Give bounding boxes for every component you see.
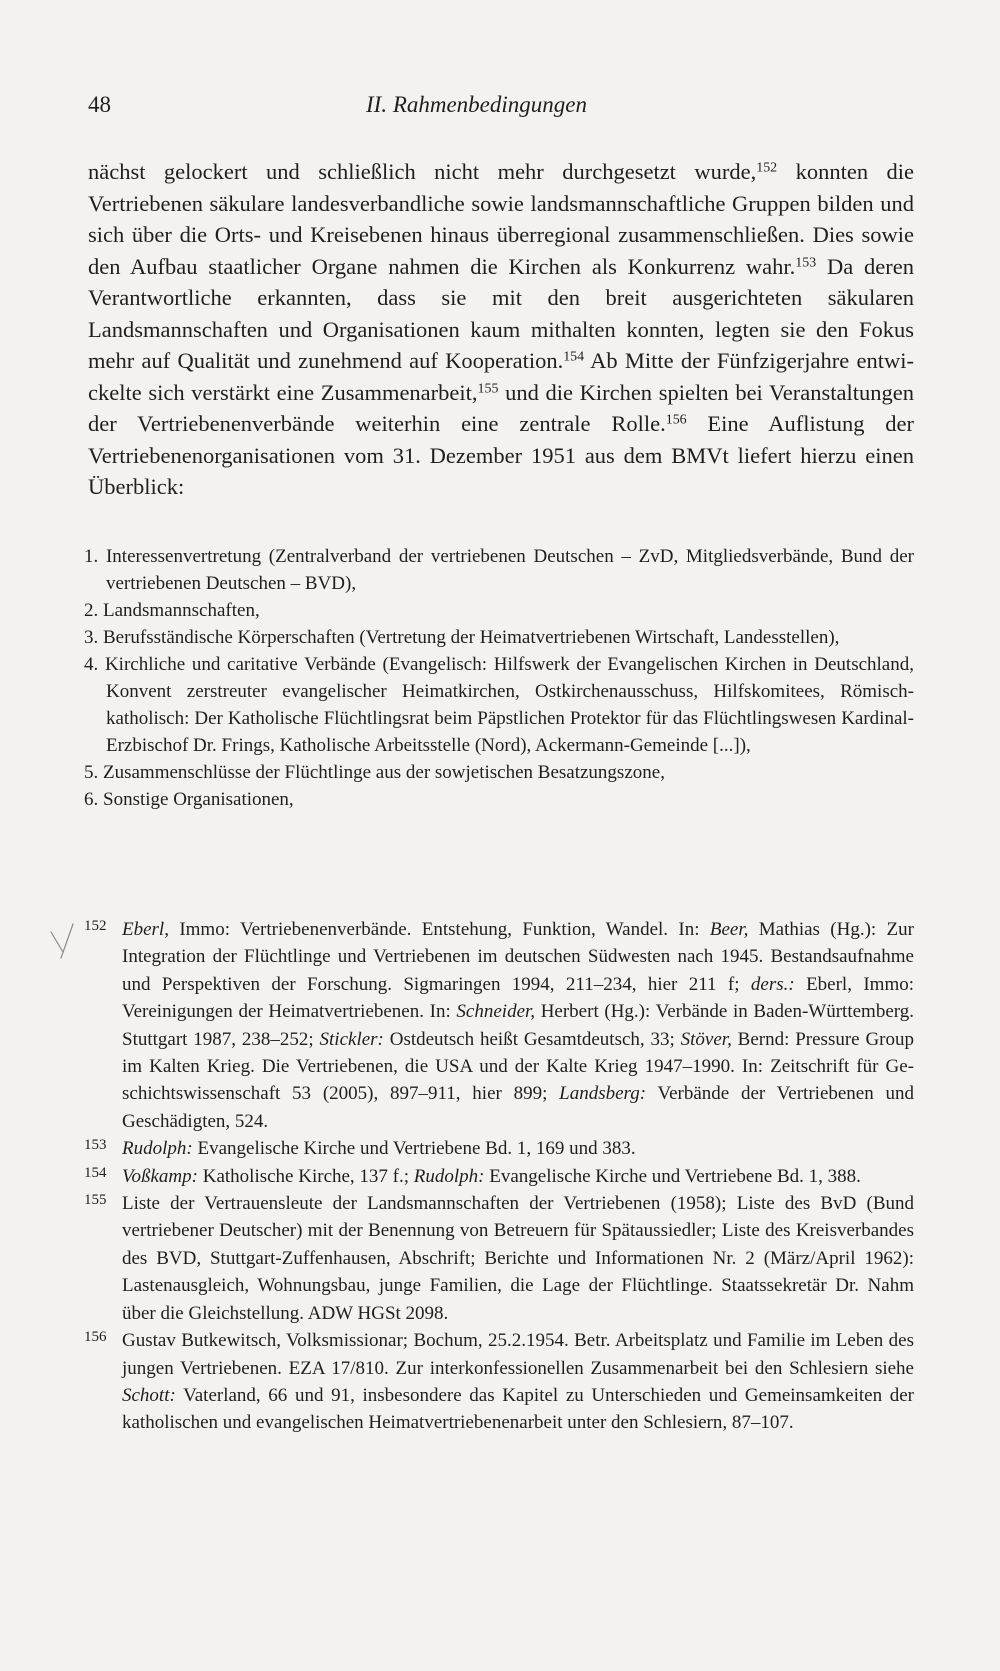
- page-number: 48: [88, 92, 111, 117]
- text-run: Herbert (Hg.): Verbände in Baden-Württemberg. Stuttgart 1987, 238–252;: [122, 1001, 914, 1050]
- chapter-title: II. Rahmenbedingungen: [366, 92, 587, 117]
- footnote-number: 154: [84, 1164, 107, 1181]
- organization-list: [84, 543, 914, 813]
- footnote-ref-155: 155: [477, 380, 499, 396]
- footnote-155: [84, 1190, 914, 1327]
- text-run: Evangelische Kirche und Vertriebene Bd. 1, 388.: [484, 1165, 861, 1187]
- footnote-156: [84, 1327, 914, 1437]
- text-run: Gustav Butkewitsch, Volksmissionar; Bochum, 25.2.1954. Betr. Arbeitsplatz und Familie im Leben des jungen Vertriebenen. EZA 17/810. Zur interkonfessionellen Zusammenarbeit bei den Schlesiern siehe: [122, 1330, 914, 1379]
- footnote-ref-153: 153: [795, 254, 817, 270]
- list-item: 3. Berufsständische Körperschaften (Vertretung der Heimatvertriebenen Wirtschaft, Landesstellen),: [84, 627, 840, 648]
- text-run: Bernd: Pressure Group im Kalten Krieg. Die Vertriebenen, die USA und der Kalte Krieg 1947–1990. In: Zeitschrift für Geschichtswissenschaft 53 (2005), 897–911, hier 899;: [122, 1028, 914, 1105]
- footnote-number: 156: [84, 1329, 107, 1346]
- list-item: 2. Landsmannschaften,: [84, 600, 260, 621]
- text-run: Verbände der Vertriebenen und Geschädigten, 524.: [122, 1083, 915, 1132]
- author-name: Schneider,: [456, 1001, 536, 1023]
- list-item: 5. Zusammenschlüsse der Flüchtlinge aus der sowjetischen Besatzungszone,: [84, 762, 665, 783]
- footnote-152: [84, 916, 914, 1135]
- running-head: [88, 92, 914, 132]
- text-run: Immo: Vertriebenenverbände. Entstehung, Funktion, Wandel. In:: [168, 919, 710, 940]
- footnote-number: 155: [84, 1192, 107, 1209]
- main-paragraph: [88, 156, 914, 503]
- list-item: 1. Interessenvertretung (Zentralverband der vertriebenen Deutschen – ZvD, Mitgliedsverbände, Bund der vertriebenen Deutschen – BVD),: [84, 546, 914, 594]
- text-run: konnten die Vertriebenen säkulare landesverbandliche sowie landsmannschaftliche Gruppen bilden und sich über die Orts- und Kreisebenen hinaus überregional zusammenschließen. Dies sowie den Aufbau staatlicher Organe nahmen die Kirchen als Konkurrenz wahr.: [88, 159, 914, 279]
- text-run: Eberl, Immo: Vereinigungen der Heimatvertriebenen. In:: [122, 973, 914, 1023]
- text-run: nächst gelockert und schließlich nicht mehr durchgesetzt wurde,: [88, 159, 757, 184]
- author-name: Schott:: [122, 1384, 176, 1406]
- footnotes: [84, 916, 914, 1437]
- list-item: 4. Kirchliche und caritative Verbände (Evangelisch: Hilfswerk der Evangelischen Kirchen in Deutschland, Konvent zerstreuter evangelischer Heimatkirchen, Ostkirchenausschuss, Hilfskomitees, Römisch-katholisch: Der Katholische Flüchtlingsrat beim Päpstlichen Protektor für das Flüchtlingswesen Kardinal-Erzbischof Dr. Frings, Katholische Arbeitsstelle (Nord), Ackermann-Gemeinde [...]),: [84, 654, 914, 756]
- author-name: Rudolph:: [413, 1165, 485, 1187]
- author-name: Beer,: [709, 919, 749, 940]
- text-run: Ostdeutsch heißt Gesamtdeutsch, 33;: [383, 1028, 681, 1050]
- footnote-154: [84, 1163, 914, 1190]
- author-name: Landsberg:: [559, 1083, 647, 1105]
- author-name: Voßkamp:: [122, 1165, 198, 1187]
- text-run: und die Kirchen spielten bei Veranstaltungen der Vertriebenenverbände weiterhin eine zentrale Rolle.: [88, 379, 914, 436]
- text-run: Liste der Vertrauensleute der Landsmannschaften der Vertriebenen (1958); Liste des BvD (Bund vertriebener Deutscher) mit der Benennung von Betreuern für Spätaussiedler; Liste des Kreisverbandes des BVD, Stuttgart-Zuffenhausen, Abschrift; Berichte und Informationen Nr. 2 (März/April 1962): Lastenausgleich, Wohnungsbau, junge Familien, die Lage der Flüchtlinge. Staatssekretär Dr. Nahm über die Gleichstellung. ADW HGSt 2098.: [122, 1193, 914, 1324]
- author-name: ders.:: [750, 973, 795, 995]
- text-run: Evangelische Kirche und Vertriebene Bd. 1, 169 und 383.: [192, 1138, 636, 1160]
- footnote-number: 152: [84, 918, 107, 934]
- text-run: Eine Auflistung der Vertriebenenorganisationen vom 31. Dezember 1951 aus dem BMVt liefert hierzu einen Überblick:: [88, 411, 914, 499]
- text-run: Mathias (Hg.): Zur Integration der Flüchtlinge und Vertriebenen im deutschen Südwesten nach 1945. Bestandsaufnahme und Perspektiven der Forschung. Sigmaringen 1994, 211–234, hier 211 f;: [122, 919, 914, 995]
- author-name: Eberl,: [122, 919, 169, 940]
- text-run: Vaterland, 66 und 91, insbesondere das Kapitel zu Unterschieden und Gemeinsamkeiten der katholischen und evangelischen Heimatvertriebenenarbeit unter den Schlesiern, 87–107.: [122, 1384, 914, 1434]
- author-name: Rudolph:: [122, 1138, 193, 1160]
- footnote-number: 153: [84, 1137, 107, 1154]
- text-run: Da deren Verantwortliche erkannten, dass sie mit den breit ausgerichteten säkularen Landsmannschaften und Organisationen kaum mithalten konnten, legten sie den Fokus mehr auf Qualität und zunehmend auf Kooperation.: [88, 253, 914, 373]
- footnote-153: [84, 1135, 914, 1162]
- footnote-ref-156: 156: [665, 412, 687, 428]
- author-name: Stöver,: [680, 1028, 732, 1050]
- author-name: Stickler:: [319, 1028, 384, 1050]
- pencil-check-mark-icon: [47, 918, 77, 962]
- paragraph: [88, 156, 914, 503]
- footnote-ref-152: 152: [756, 160, 778, 176]
- footnote-ref-154: 154: [563, 349, 585, 365]
- text-run: Katholische Kirche, 137 f.;: [197, 1165, 414, 1187]
- list-item: 6. Sonstige Organisationen,: [84, 789, 294, 810]
- text-run: Ab Mitte der Fünfzigerjahre entwickelte sich verstärkt eine Zusammenarbeit,: [88, 348, 914, 405]
